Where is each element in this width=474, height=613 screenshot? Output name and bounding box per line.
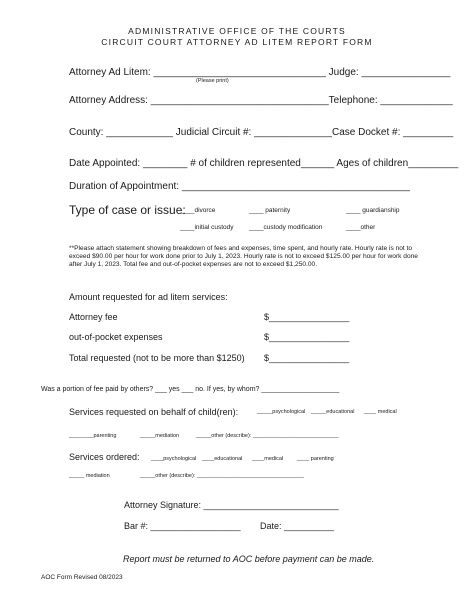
date-field[interactable]: Date: __________	[260, 521, 335, 531]
services-ordered-educational[interactable]: ____educational	[202, 456, 243, 462]
services-ordered-label: Services ordered:	[69, 452, 140, 462]
amount-requested-heading: Amount requested for ad litem services:	[69, 292, 228, 302]
services-child-mediation[interactable]: _____mediation	[140, 433, 180, 439]
case-type-paternity[interactable]: ____ paternity	[249, 207, 291, 214]
expenses-label: out-of-pocket expenses	[69, 332, 163, 342]
services-child-psychological[interactable]: _____psychological	[257, 409, 306, 415]
services-child-parenting[interactable]: ________parenting	[69, 433, 117, 439]
attorney-fee-field[interactable]: $________________	[264, 312, 350, 322]
case-type-divorce[interactable]: ____divorce	[180, 207, 216, 214]
return-notice: Report must be returned to AOC before payment can be made.	[123, 554, 375, 564]
total-requested-field[interactable]: $________________	[264, 353, 350, 363]
form-revision-label: AOC Form Revised 08/2023	[41, 574, 123, 581]
bar-number-field[interactable]: Bar #: __________________	[124, 521, 241, 531]
services-ordered-mediation[interactable]: _____ mediation	[69, 473, 110, 479]
services-ordered-psychological[interactable]: ____psychological	[151, 456, 197, 462]
services-child-educational[interactable]: _____educational	[311, 409, 355, 415]
case-type-other[interactable]: ____other	[346, 224, 376, 231]
fee-instructions-note: **Please attach statement showing breakdown of fees and expenses, time spent, and hourly rate. Hourly rate is not to exceed $90.00 per hour for work done prior to July 1, 2023. Hourly rate is not to exceed $125.00 per hour for work done after July 1, 2023. Total fee and out-of-pocket expenses are not to exceed $1,250.00.	[69, 245, 418, 269]
services-ordered-parenting[interactable]: ____ parenting	[297, 456, 334, 462]
county-field[interactable]: County: ____________ Judicial Circuit #: ______________Case Docket #: _________	[69, 127, 454, 138]
form-title: CIRCUIT COURT ATTORNEY AD LITEM REPORT FORM	[101, 37, 373, 47]
services-child-other[interactable]: _____other (describe): ____________________________	[196, 433, 339, 439]
case-type-custody-modification[interactable]: ____custody modification	[249, 224, 323, 231]
expenses-field[interactable]: $________________	[264, 332, 350, 342]
services-ordered-medical[interactable]: ____medical	[252, 456, 284, 462]
case-type-initial-custody[interactable]: ____initial custody	[180, 224, 234, 231]
total-requested-label: Total requested (not to be more than $1250)	[69, 353, 245, 363]
duration-field[interactable]: Duration of Appointment: _________________________________________	[69, 181, 410, 192]
case-type-guardianship[interactable]: ____ guardianship	[346, 207, 400, 214]
attorney-ad-litem-field[interactable]: Attorney Ad Litem: _______________________________ Judge: ________________	[69, 67, 451, 78]
services-child-medical[interactable]: ____ medical	[364, 409, 397, 415]
form-agency-title: ADMINISTRATIVE OFFICE OF THE COURTS	[128, 26, 346, 36]
please-print-hint: (Please print)	[196, 78, 229, 84]
attorney-fee-label: Attorney fee	[69, 312, 118, 322]
attorney-signature-field[interactable]: Attorney Signature: ___________________________	[124, 500, 339, 510]
services-ordered-other[interactable]: _____other (describe): ___________________________________	[140, 473, 304, 479]
services-child-label: Services requested on behalf of child(ren):	[69, 407, 239, 417]
date-appointed-field[interactable]: Date Appointed: ________ # of children represented______ Ages of children_________	[69, 158, 459, 169]
paid-by-others-field[interactable]: Was a portion of fee paid by others? ___ yes ___ no. If yes, by whom? ____________________	[41, 386, 340, 393]
attorney-address-field[interactable]: Attorney Address: ________________________________Telephone: _____________	[69, 95, 453, 106]
case-type-label: Type of case or issue:	[69, 203, 186, 217]
